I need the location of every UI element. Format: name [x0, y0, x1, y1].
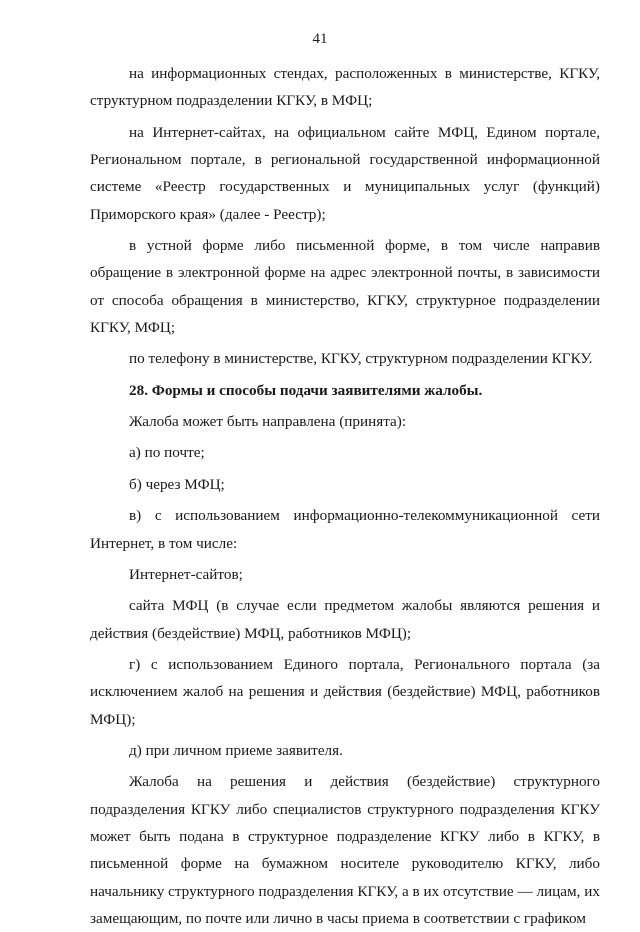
paragraph-internet-sites: на Интернет-сайтах, на официальном сайте МФЦ, Едином портале, Региональном портале, в региональной государственной информационной системе «Реестр государственных и муниципальных услуг (функций) Приморского края» (далее - Реестр);	[90, 123, 600, 223]
list-item-a: а) по почте;	[129, 444, 205, 462]
section-heading-28: 28. Формы и способы подачи заявителями жалобы.	[129, 381, 483, 399]
paragraph-complaint-may-be-sent: Жалоба может быть направлена (принята):	[129, 413, 407, 431]
list-item-v: в) с использованием информационно-телекоммуникационной сети Интернет, в том числе:	[90, 507, 600, 552]
paragraph-info-stands: на информационных стендах, расположенных в министерстве, КГКУ, структурном подразделении КГКУ, в МФЦ;	[90, 65, 600, 110]
paragraph-oral-written-form: в устной форме либо письменной форме, в том числе направив обращение в электронной форме на адрес электронной почты, в зависимости от способа обращения в министерство, КГКУ, структурное подразделении КГКУ, МФЦ;	[90, 236, 600, 336]
list-item-b: б) через МФЦ;	[129, 475, 225, 493]
paragraph-telephone: по телефону в министерстве, КГКУ, структурном подразделении КГКУ.	[129, 350, 593, 368]
list-item-g: г) с использованием Единого портала, Регионального портала (за исключением жалоб на решения и действия (бездействие) МФЦ, работников МФЦ);	[90, 655, 600, 728]
page-number: 41	[312, 31, 328, 47]
document-body	[90, 60, 600, 932]
paragraph-complaint-structural-unit: Жалоба на решения и действия (бездействие) структурного подразделения КГКУ либо специалистов структурного подразделения КГКУ может быть подана в структурное подразделение КГКУ либо в КГКУ, в письменной форме на бумажном носителе руководителю КГКУ, либо начальнику структурного подразделения КГКУ, а в их отсутствие — лицам, их замещающим, по почте или лично в часы приема в соответствии с графиком	[90, 773, 600, 927]
list-item-d: д) при личном приеме заявителя.	[129, 741, 343, 759]
list-subitem-internet-sites: Интернет-сайтов;	[129, 565, 243, 583]
list-subitem-mfc-site: сайта МФЦ (в случае если предметом жалобы являются решения и действия (бездействие) МФЦ, работников МФЦ);	[90, 597, 600, 642]
